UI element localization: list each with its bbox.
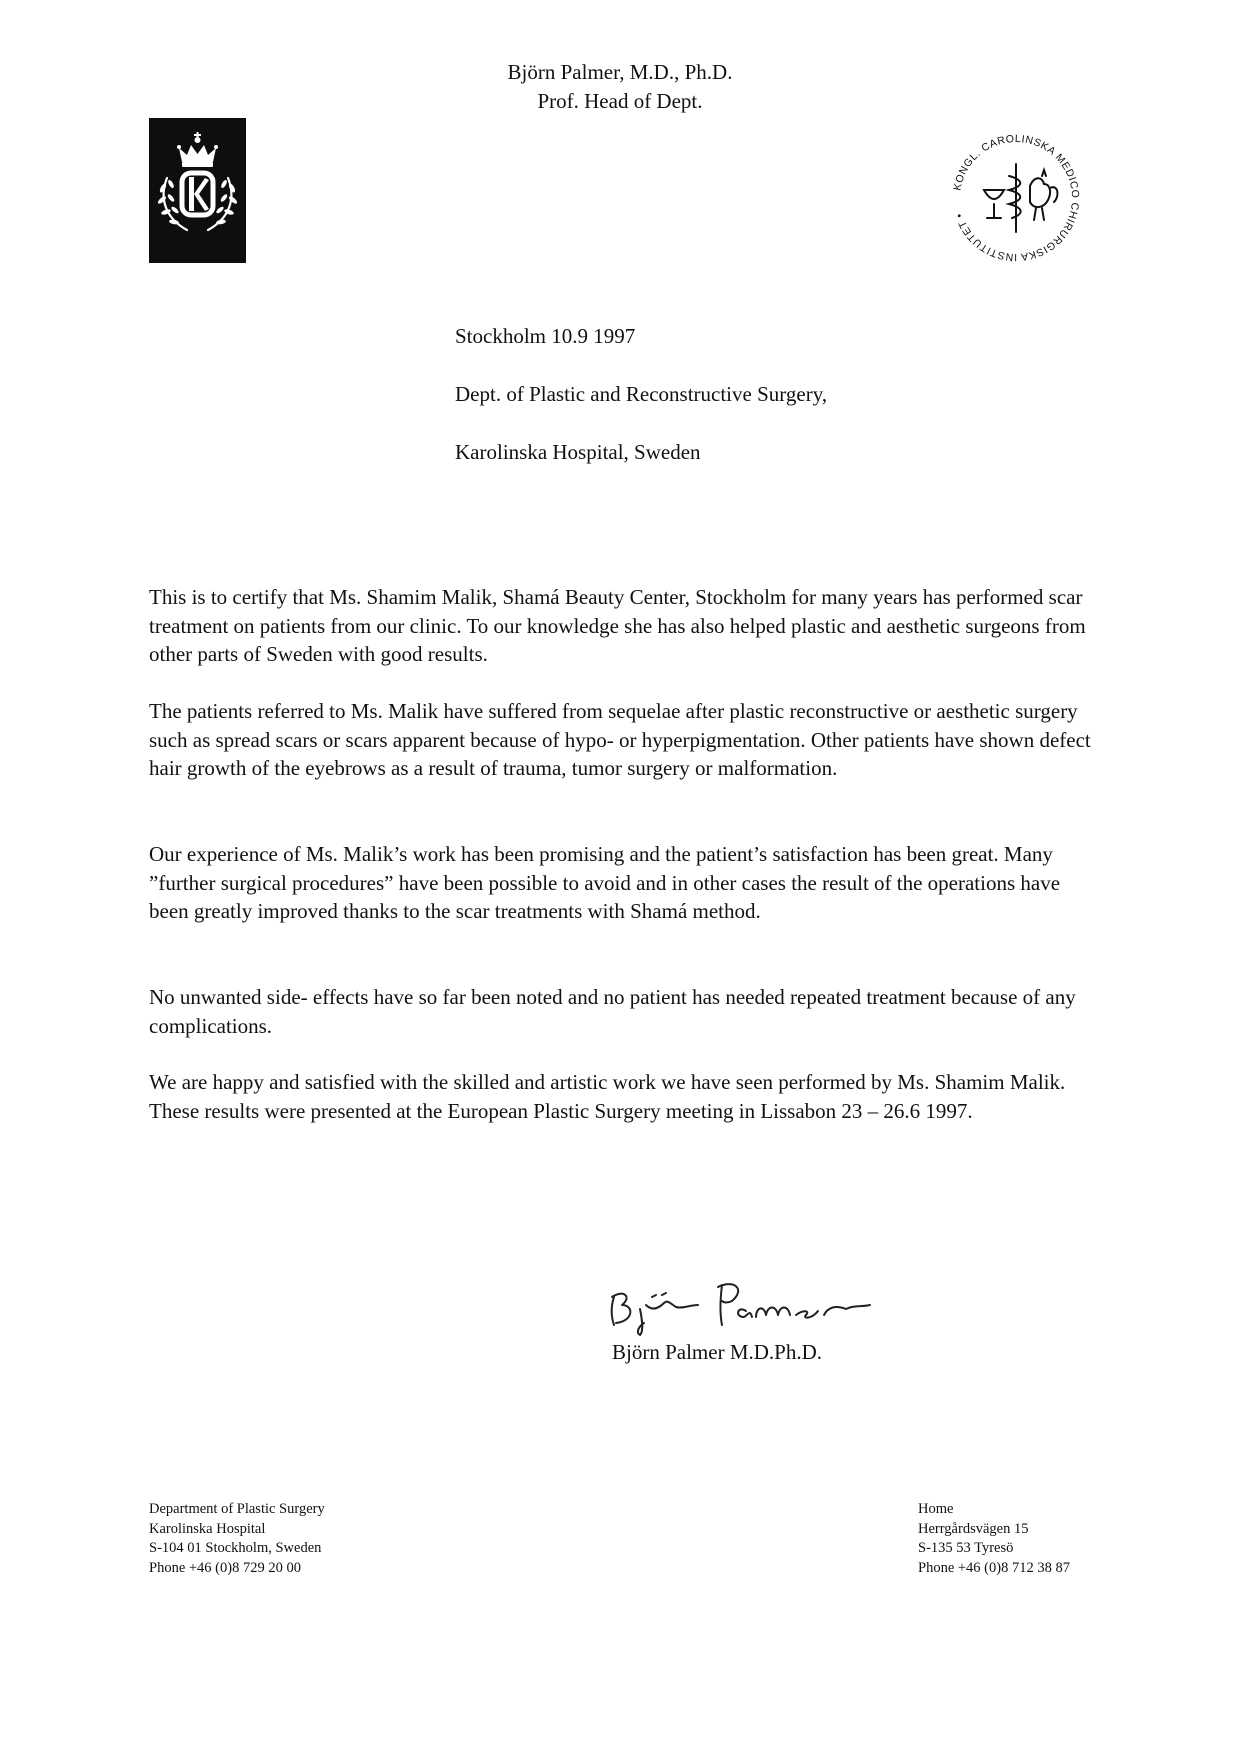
paragraph-patients: The patients referred to Ms. Malik have suffered from sequelae after plastic reconstructive or aesthetic surgery such as spread scars or scars apparent because of hypo- or hyperpigmentation. Other patients have shown defect hair growth of the eyebrows as a result of trauma, tumor surgery or malformation.	[149, 699, 1091, 780]
body-paragraph	[149, 840, 1099, 926]
svg-text:KONGL. CAROLINSKA MEDICO CHIRU: KONGL. CAROLINSKA MEDICO CHIRURGISKA INSTITUTET •	[951, 132, 1082, 264]
body-paragraph	[149, 583, 1099, 669]
footer-home-label: Home	[918, 1501, 954, 1517]
hospital-line: Karolinska Hospital, Sweden	[455, 440, 701, 464]
paragraph-conclusion: We are happy and satisfied with the skilled and artistic work we have seen performed by Ms. Shamim Malik. These results were presented at the European Plastic Surgery meeting in Lissabon 23 – 26.6 1997.	[149, 1070, 1066, 1123]
footer-dept-name: Department of Plastic Surgery	[149, 1501, 325, 1517]
department-line: Dept. of Plastic and Reconstructive Surgery,	[455, 382, 828, 406]
body-paragraph	[149, 697, 1099, 783]
footer-phone: Phone +46 (0)8 729 20 00	[149, 1559, 301, 1576]
body-paragraph	[149, 983, 1099, 1040]
paragraph-experience: Our experience of Ms. Malik’s work has been promising and the patient’s satisfaction has been great. Many ”further surgical procedures” have been possible to avoid and in other cases the result of the operations have been greatly improved thanks to the scar treatments with Shamá method.	[149, 842, 1061, 923]
handwritten-signature	[606, 1275, 886, 1337]
footer-home-address	[918, 1500, 1070, 1578]
letterhead	[0, 58, 1240, 116]
footer-postal: S-104 01 Stockholm, Sweden	[149, 1540, 322, 1556]
footer-hospital: Karolinska Hospital	[149, 1520, 266, 1537]
letter-date: Stockholm 10.9 1997	[455, 324, 636, 348]
printed-signature-name: Björn Palmer M.D.Ph.D.	[612, 1340, 822, 1364]
paragraph-side-effects: No unwanted side- effects have so far been noted and no patient has needed repeated treatment because of any complications.	[149, 985, 1076, 1038]
paragraph-certification: This is to certify that Ms. Shamim Malik, Shamá Beauty Center, Stockholm for many years has performed scar treatment on patients from our clinic. To our knowledge she has also helped plastic and aesthetic surgeons from other parts of Sweden with good results.	[149, 585, 1086, 666]
seal-icon	[946, 128, 1086, 268]
footer-home-street: Herrgårdsvägen 15	[918, 1520, 1029, 1537]
ks-crest-icon	[149, 118, 246, 263]
footer-department-address	[149, 1500, 325, 1578]
author-name: Björn Palmer, M.D., Ph.D.	[507, 60, 733, 84]
ks-logo	[149, 118, 246, 263]
author-title: Prof. Head of Dept.	[537, 89, 703, 113]
karolinska-seal	[946, 128, 1086, 268]
footer-home-phone: Phone +46 (0)8 712 38 87	[918, 1559, 1070, 1576]
footer-home-postal: S-135 53 Tyresö	[918, 1540, 1014, 1556]
body-paragraph	[149, 1068, 1099, 1125]
